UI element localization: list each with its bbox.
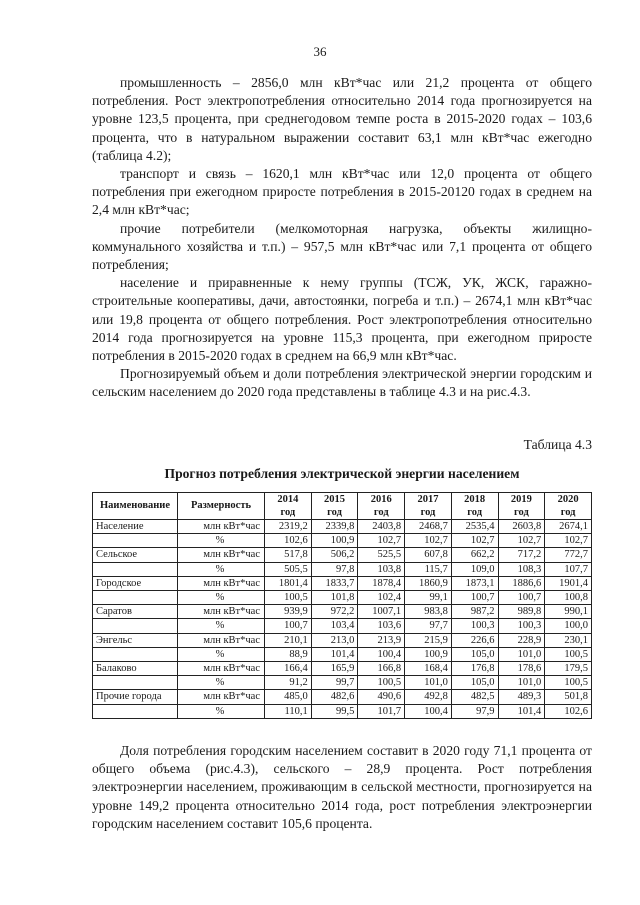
row-name-empty (93, 704, 178, 718)
value-cell: 525,5 (358, 548, 405, 562)
value-cell: 230,1 (545, 633, 592, 647)
row-unit: млн кВт*час (178, 633, 265, 647)
percent-cell: 102,7 (545, 534, 592, 548)
paragraph-industry: промышленность – 2856,0 млн кВт*час или 21,2 процента от общего потребления. Рост электропотребления относительно 2014 года прогнозируется на уровне 123,5 процента, при среднегодовом темпе роста в 2015-2020 годах – 103,6 процента, что в натуральном выражении составит 63,1 млн кВт*час ежегодно (таблица 4.2); (92, 75, 592, 163)
percent-cell: 109,0 (451, 562, 498, 576)
row-name-empty (93, 562, 178, 576)
value-cell: 1886,6 (498, 576, 545, 590)
percent-cell: 102,6 (265, 534, 312, 548)
percent-cell: 103,6 (358, 619, 405, 633)
row-name: Сельское (93, 548, 178, 562)
table-row-percent (93, 591, 592, 605)
table-row-percent (93, 704, 592, 718)
value-cell: 990,1 (545, 605, 592, 619)
percent-cell: 88,9 (265, 647, 312, 661)
value-cell: 179,5 (545, 662, 592, 676)
table-row (93, 520, 592, 534)
paragraph-population: население и приравненные к нему группы (ТСЖ, УК, ЖСК, гаражно-строительные кооперативы, дачи, автостоянки, погреба и т.п.) – 2674,1 млн кВт*час или 19,8 процента от общего потребления. Рост электропотребления относительно 2014 года прогнозируется на уровне 115,3 процента, при ежегодном приросте потребления в 2015-2020 годах в среднем на 66,9 млн кВт*час. (92, 275, 592, 364)
percent-cell: 102,7 (405, 534, 452, 548)
row-name: Саратов (93, 605, 178, 619)
value-cell: 166,8 (358, 662, 405, 676)
percent-cell: 100,4 (405, 704, 452, 718)
table-row (93, 633, 592, 647)
row-name-empty (93, 647, 178, 661)
percent-cell: 102,7 (451, 534, 498, 548)
value-cell: 489,3 (498, 690, 545, 704)
row-unit: млн кВт*час (178, 520, 265, 534)
percent-cell: 101,4 (311, 647, 358, 661)
value-cell: 1901,4 (545, 576, 592, 590)
percent-cell: 100,0 (545, 619, 592, 633)
table-row-percent (93, 534, 592, 548)
percent-cell: 102,7 (498, 534, 545, 548)
value-cell: 215,9 (405, 633, 452, 647)
row-pct-unit: % (178, 704, 265, 718)
header-year: 2018 год (451, 493, 498, 520)
paragraph-forecast-intro: Прогнозируемый объем и доли потребления электрической энергии городским и сельским населением до 2020 года представлены в таблице 4.3 и на рис.4.3. (92, 366, 592, 400)
header-unit: Размерность (178, 493, 265, 520)
header-year: 2020 год (545, 493, 592, 520)
percent-cell: 97,8 (311, 562, 358, 576)
percent-cell: 100,5 (545, 676, 592, 690)
percent-cell: 102,4 (358, 591, 405, 605)
percent-cell: 105,0 (451, 676, 498, 690)
value-cell: 989,8 (498, 605, 545, 619)
percent-cell: 100,8 (545, 591, 592, 605)
row-pct-unit: % (178, 534, 265, 548)
percent-cell: 115,7 (405, 562, 452, 576)
percent-cell: 101,0 (498, 676, 545, 690)
value-cell: 1873,1 (451, 576, 498, 590)
row-name-empty (93, 534, 178, 548)
value-cell: 168,4 (405, 662, 452, 676)
percent-cell: 100,7 (498, 591, 545, 605)
value-cell: 228,9 (498, 633, 545, 647)
percent-cell: 101,0 (498, 647, 545, 661)
value-cell: 1833,7 (311, 576, 358, 590)
value-cell: 213,9 (358, 633, 405, 647)
row-unit: млн кВт*час (178, 662, 265, 676)
percent-cell: 100,3 (451, 619, 498, 633)
percent-cell: 97,9 (451, 704, 498, 718)
percent-cell: 102,6 (545, 704, 592, 718)
table-row-percent (93, 562, 592, 576)
value-cell: 482,5 (451, 690, 498, 704)
percent-cell: 100,5 (265, 591, 312, 605)
row-name: Население (93, 520, 178, 534)
body-text-top (92, 74, 592, 402)
row-pct-unit: % (178, 619, 265, 633)
paragraph-other-consumers: прочие потребители (мелкомоторная нагрузка, объекты жилищно-коммунального хозяйства и т.п.) – 957,5 млн кВт*час или 7,1 процента от общего потребления; (92, 220, 592, 273)
value-cell: 517,8 (265, 548, 312, 562)
percent-cell: 100,7 (265, 619, 312, 633)
value-cell: 506,2 (311, 548, 358, 562)
paragraph-share-summary: Доля потребления городским населением составит в 2020 году 71,1 процента от общего объема (рис.4.3), сельского – 28,9 процента. Рост потребления электроэнергии населением, проживающим в сельской местности, прогнозируется на уровне 149,2 процента относительно 2014 года, рост потребления электроэнергии городским населением составит 105,6 процента. (92, 743, 592, 831)
row-pct-unit: % (178, 562, 265, 576)
percent-cell: 505,5 (265, 562, 312, 576)
percent-cell: 100,9 (311, 534, 358, 548)
percent-cell: 97,7 (405, 619, 452, 633)
table-row (93, 662, 592, 676)
value-cell: 717,2 (498, 548, 545, 562)
body-text-bottom (92, 742, 592, 833)
table-label: Таблица 4.3 (523, 437, 592, 452)
value-cell: 939,9 (265, 605, 312, 619)
header-year: 2015 год (311, 493, 358, 520)
percent-cell: 100,7 (451, 591, 498, 605)
percent-cell: 91,2 (265, 676, 312, 690)
paragraph-transport: транспорт и связь – 1620,1 млн кВт*час или 12,0 процента от общего потребления при ежегодном приросте потребления в 2015-20120 годах в среднем на 2,4 млн кВт*час; (92, 166, 592, 218)
row-name: Энгельс (93, 633, 178, 647)
percent-cell: 105,0 (451, 647, 498, 661)
page-number: 36 (313, 44, 327, 59)
percent-cell: 99,5 (311, 704, 358, 718)
table-row-percent (93, 676, 592, 690)
row-name: Балаково (93, 662, 178, 676)
percent-cell: 110,1 (265, 704, 312, 718)
percent-cell: 103,8 (358, 562, 405, 576)
value-cell: 213,0 (311, 633, 358, 647)
value-cell: 662,2 (451, 548, 498, 562)
value-cell: 2535,4 (451, 520, 498, 534)
percent-cell: 102,7 (358, 534, 405, 548)
table-row-percent (93, 619, 592, 633)
row-pct-unit: % (178, 647, 265, 661)
table-row (93, 605, 592, 619)
table-row (93, 576, 592, 590)
header-year: 2017 год (405, 493, 452, 520)
percent-cell: 99,7 (311, 676, 358, 690)
percent-cell: 100,5 (545, 647, 592, 661)
row-unit: млн кВт*час (178, 576, 265, 590)
row-unit: млн кВт*час (178, 548, 265, 562)
row-unit: млн кВт*час (178, 690, 265, 704)
percent-cell: 108,3 (498, 562, 545, 576)
table-body (93, 520, 592, 719)
row-name-empty (93, 676, 178, 690)
value-cell: 226,6 (451, 633, 498, 647)
value-cell: 501,8 (545, 690, 592, 704)
value-cell: 176,8 (451, 662, 498, 676)
value-cell: 490,6 (358, 690, 405, 704)
percent-cell: 101,8 (311, 591, 358, 605)
percent-cell: 100,9 (405, 647, 452, 661)
header-name: Наименование (93, 493, 178, 520)
row-unit: млн кВт*час (178, 605, 265, 619)
row-name: Прочие города (93, 690, 178, 704)
value-cell: 987,2 (451, 605, 498, 619)
value-cell: 1860,9 (405, 576, 452, 590)
value-cell: 492,8 (405, 690, 452, 704)
percent-cell: 100,3 (498, 619, 545, 633)
percent-cell: 99,1 (405, 591, 452, 605)
row-name: Городское (93, 576, 178, 590)
value-cell: 2468,7 (405, 520, 452, 534)
row-pct-unit: % (178, 591, 265, 605)
value-cell: 2603,8 (498, 520, 545, 534)
value-cell: 210,1 (265, 633, 312, 647)
value-cell: 485,0 (265, 690, 312, 704)
value-cell: 1007,1 (358, 605, 405, 619)
header-year: 2019 год (498, 493, 545, 520)
header-year: 2014 год (265, 493, 312, 520)
value-cell: 165,9 (311, 662, 358, 676)
percent-cell: 100,5 (358, 676, 405, 690)
value-cell: 983,8 (405, 605, 452, 619)
percent-cell: 101,0 (405, 676, 452, 690)
percent-cell: 101,4 (498, 704, 545, 718)
row-pct-unit: % (178, 676, 265, 690)
row-name-empty (93, 619, 178, 633)
row-name-empty (93, 591, 178, 605)
value-cell: 482,6 (311, 690, 358, 704)
table-row (93, 548, 592, 562)
value-cell: 1878,4 (358, 576, 405, 590)
forecast-table (92, 492, 592, 719)
value-cell: 772,7 (545, 548, 592, 562)
value-cell: 607,8 (405, 548, 452, 562)
header-year: 2016 год (358, 493, 405, 520)
value-cell: 166,4 (265, 662, 312, 676)
value-cell: 972,2 (311, 605, 358, 619)
percent-cell: 107,7 (545, 562, 592, 576)
value-cell: 2319,2 (265, 520, 312, 534)
value-cell: 2674,1 (545, 520, 592, 534)
percent-cell: 100,4 (358, 647, 405, 661)
table-header-row (93, 493, 592, 520)
value-cell: 178,6 (498, 662, 545, 676)
percent-cell: 103,4 (311, 619, 358, 633)
percent-cell: 101,7 (358, 704, 405, 718)
table-title: Прогноз потребления электрической энергии населением (164, 466, 520, 481)
value-cell: 2339,8 (311, 520, 358, 534)
table-row (93, 690, 592, 704)
value-cell: 2403,8 (358, 520, 405, 534)
value-cell: 1801,4 (265, 576, 312, 590)
table-row-percent (93, 647, 592, 661)
